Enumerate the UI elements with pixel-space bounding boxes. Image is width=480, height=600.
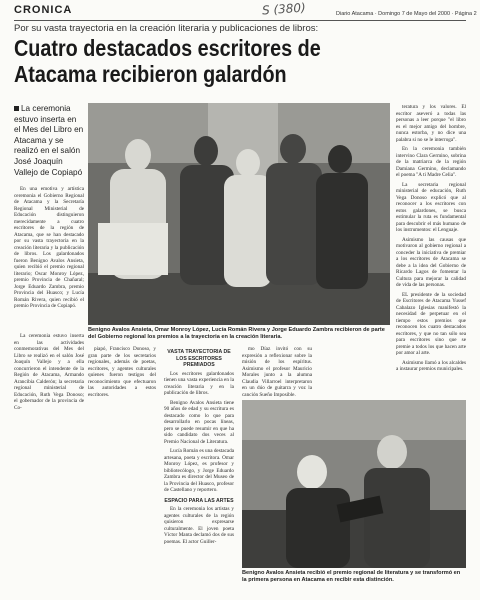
col5-paragraph-4: Asimismo las causas que motivaron al gobierno regional a conceder la iniciativa de premiar a los escritores de Atacama se debe a la idea del Gobierno de Ricardo Lagos de fomentar la Cultura para mejorar la calidad de vida de las personas.: [396, 236, 466, 288]
subheading-trajectory: VASTA TRAYECTORIA DE LOS ESCRITORES PREMIADOS: [167, 349, 231, 368]
photo-caption-2: Benigno Avalos Ansieta recibió el premio regional de literatura y se transformó en la primera persona en Atacama en recibir esta distinción.: [242, 570, 461, 583]
masthead-dateline: Diario Atacama · Domingo 7 de Mayo del 2000 · Página 2: [336, 11, 477, 17]
headline: Cuatro destacados escritores de Atacama recibieron galardón: [14, 35, 321, 87]
col5-paragraph-1: teratura y los valores. El escritor aseveró a todas las personas a leer porque "el libro es el mejor amigo del hombre, nunca estorba, y no dice una palabra si no se le interroga".: [396, 104, 466, 143]
col1b-paragraph: La ceremonia estuvo inserta en las actividades conmemorativas del Mes del Libro se realizó en el salón José Joaquín Vallejo y a ella concurrieron el intendente de la Región de Atacama, Armando Arancibia Calderón; la secretaria regional ministerial de Educación, Ruth Vega Donoso; el gobernador de la provincia de Co-: [14, 333, 84, 411]
col5-paragraph-6: Asimismo llamó a los alcaldes a instaurar premios municipales.: [396, 359, 466, 372]
photo-award-handover: [242, 400, 466, 568]
col3-paragraph-4: En la ceremonia los artistas y agentes culturales de la región quisieron expresarse culturalmente. El joven poeta Víctor Manta declamó dos de sus poemas. El actor Guiller-: [164, 506, 234, 545]
handwritten-note: S (380): [261, 0, 307, 18]
body-column-2: [88, 346, 156, 401]
bullet-square-icon: [14, 106, 19, 111]
body-column-3: [164, 346, 234, 548]
lead-summary: [14, 104, 84, 178]
col5-paragraph-5: EL presidente de la sociedad de Escritores de Atacama Yussef Cabalazo Iglesias manifestó la necesidad de perpetuar en el tiempo estos premios que reconocen los cuatro destacados escritores, y que no tan sólo sea para escritores sino que se premie a todos los que hacen arte por amor al arte.: [396, 291, 466, 356]
photo-award-group: [88, 103, 390, 325]
col4-paragraph-1: mo Díaz invitó con su expresión a reflexionar sobre la misión de los espíritus. Asimismo el profesor Mauricio Morales junto a la alumna Claudia Villarroel interpretaron en un dúo de guitarra y voz la canción Sueño Imposible.: [242, 346, 312, 398]
lead-text: La ceremonia estuvo inserta en el Mes del Libro en Atacama y se realizó en el salón José Joaquín Vallejo de Copiapó: [14, 104, 84, 177]
subheading-arts: ESPACIO PARA LAS ARTES: [164, 497, 234, 504]
body-column-1b: [14, 333, 84, 414]
col3-paragraph-1: Los escritores galardonados tienen una vasta experiencia en la creación literaria y en la publicación de libros.: [164, 370, 234, 396]
col5-paragraph-2: En la ceremonia también intervino Clara Germino, sobrina de la matriarca de la región Damiana Germino, declamando el poema "A ti Madre Celia".: [396, 146, 466, 178]
col1-paragraph: En una emotiva y artística ceremonia el Gobierno Regional de Atacama y la Secretaría Regional Ministerial de Educación distinguieron merecidamente a cuatro escritores de la región de Atacama, que se han destacado por su vasta trayectoria en la creación literaria y la publicación de libros. Los galardonados fueron Benigno Avalos Ansieta, quien recibió el premio regional literario; Oscar Monroy López, premio Provincia de Chañaral; Jorge Eduardo Zambra, premio Provincia del Huasco; y Lucía Román Rivera, quien recibió el premio Provincia de Copiapó.: [14, 186, 84, 309]
photo-caption-1: Benigno Avalos Ansieta, Omar Monroy López, Lucía Román Rivera y Jorge Eduardo Zambra recibieron de parte del Gobierno regional los premios a la trayectoria en la creación literaria.: [88, 327, 385, 340]
top-rule: [14, 20, 466, 21]
body-column-1: [14, 186, 84, 313]
col5-paragraph-3: La secretaria regional ministerial de educación, Ruth Vega Donoso explicó que al reconocer a los escritores con estos galardones, se busca estimular la ruta es fundamental para descubrir el más humano de los instrumentos: el Lenguaje.: [396, 181, 466, 233]
body-column-5: [396, 104, 466, 376]
section-label: CRONICA: [14, 4, 73, 16]
col3-paragraph-3: Lucía Román es una destacada artesana, poeta y escritora. Omar Monroy López, es profesor y bibliotecólogo, y Jorge Eduardo Zambra es director del Museo de la Provincia del Huasco, profesor de Castellano y reportero.: [164, 448, 234, 493]
kicker: Por su vasta trayectoria en la creación literaria y publicaciones de libros:: [14, 23, 319, 34]
col3-paragraph-2: Benigno Avalos Ansieta tiene 90 años de edad y su escritura es destacado como lo que para desarrollarlo en pocas líneas, pero se puede resumir en que ha sido candidato dos veces al Premio Nacional de Literatura.: [164, 399, 234, 445]
col2-paragraph: piapó, Francisco Donoso, y gran parte de los secretarios regionales, además de poetas, escritores, y agentes culturales quienes fueron testigos del reconocimiento que efectuaron las autoridades a estos escritores.: [88, 346, 156, 398]
